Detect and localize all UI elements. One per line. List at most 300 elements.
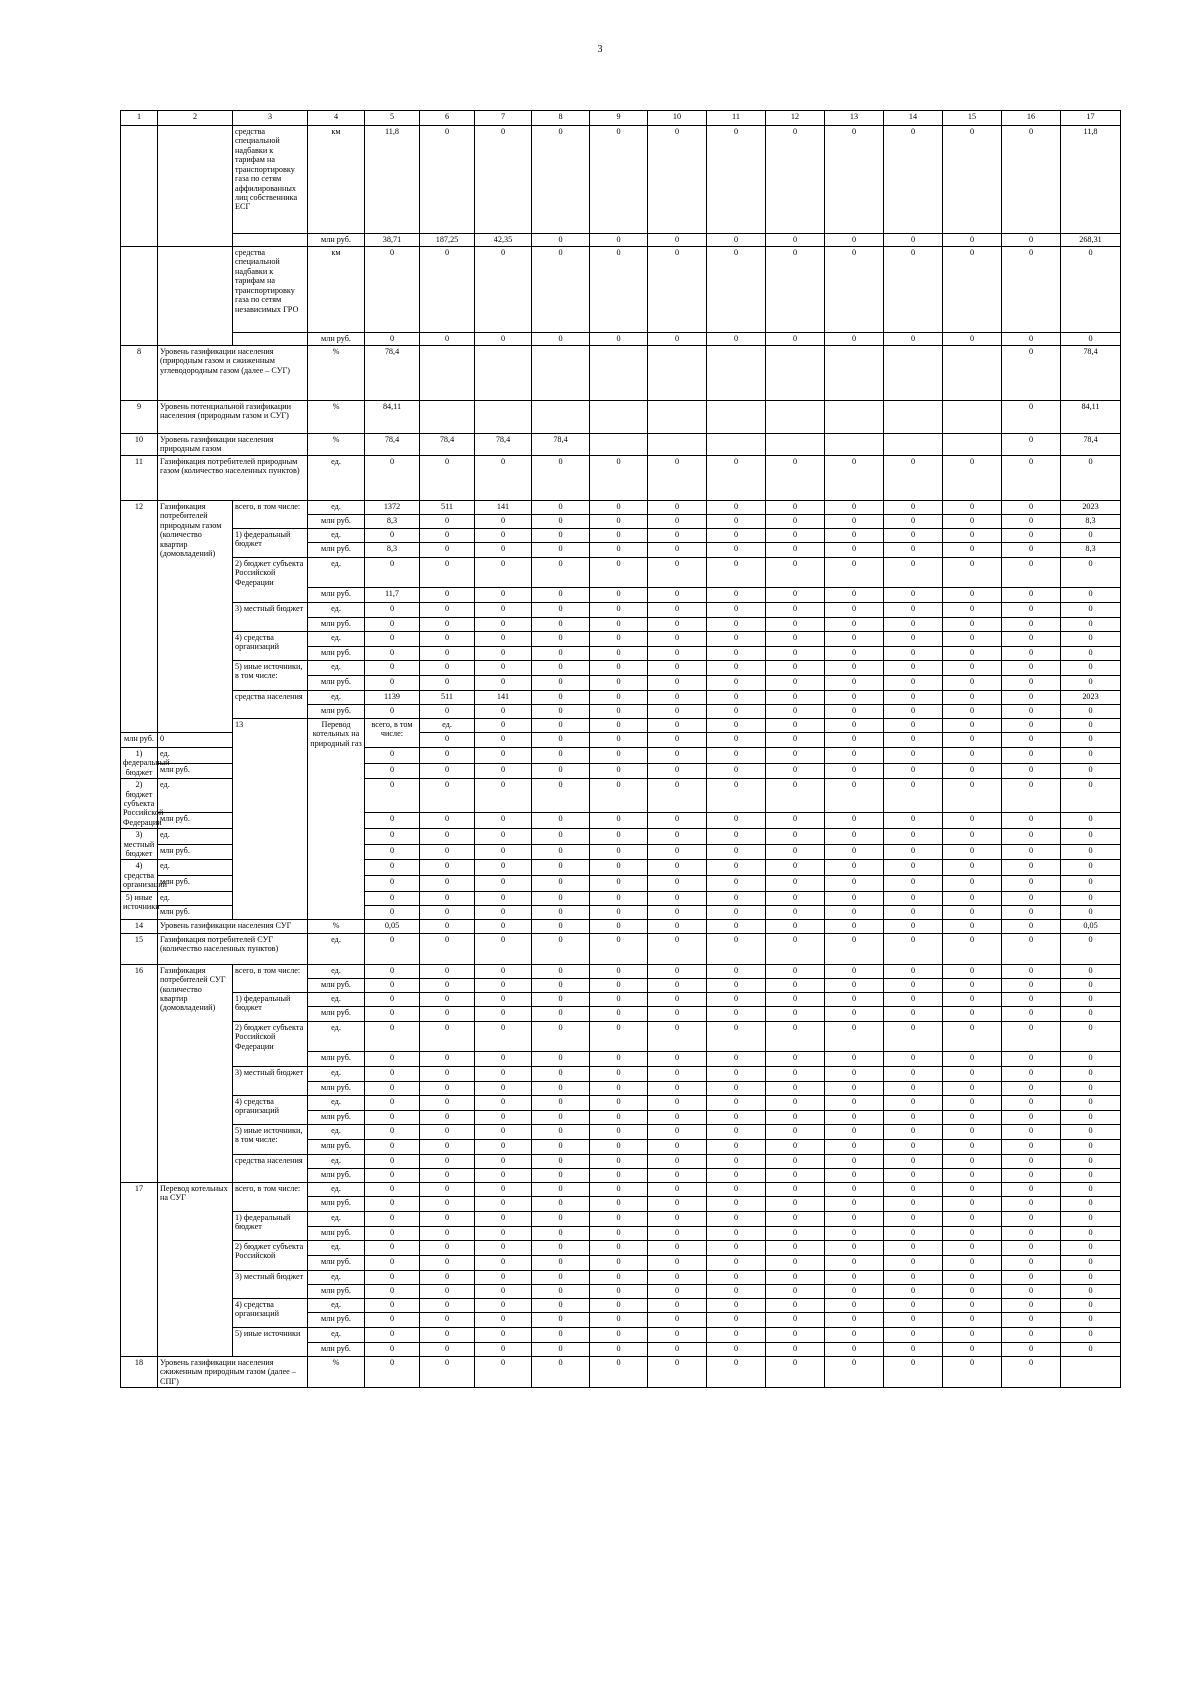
year-value-cell bbox=[648, 434, 707, 456]
year-value-cell: 0 bbox=[943, 557, 1002, 587]
year-value-cell: 0 bbox=[532, 587, 590, 602]
year-value-cell: 0 bbox=[590, 919, 648, 933]
year-value-cell: 78,4 bbox=[532, 434, 590, 456]
year-value-cell: 0 bbox=[420, 812, 475, 829]
year-value-cell: 0 bbox=[648, 455, 707, 500]
year-value-cell: 0 bbox=[648, 829, 707, 845]
year-value-cell bbox=[825, 401, 884, 434]
row-number-cell: 3) местный бюджет bbox=[121, 829, 158, 860]
year-value-cell: 0 bbox=[825, 602, 884, 617]
unit-cell: % bbox=[308, 919, 365, 933]
year-value-cell: 0 bbox=[825, 1196, 884, 1211]
year-value-cell: 0 bbox=[648, 542, 707, 557]
year-value-cell: 0 bbox=[1002, 234, 1061, 247]
year-value-cell: 0 bbox=[648, 747, 707, 763]
year-value-cell: 0 bbox=[648, 1168, 707, 1182]
year-value-cell: 0 bbox=[943, 704, 1002, 718]
year-value-cell: 0 bbox=[766, 704, 825, 718]
year-value-cell: 0 bbox=[943, 1327, 1002, 1342]
year-value-cell: 0 bbox=[532, 690, 590, 704]
year-value-cell: 0 bbox=[475, 617, 532, 631]
year-value-cell: 0 bbox=[475, 660, 532, 675]
indicator-name-cell: 2) бюджет субъекта Российской bbox=[233, 1240, 308, 1270]
indicator-name-cell bbox=[233, 333, 308, 346]
year-value-cell: 0 bbox=[943, 660, 1002, 675]
unit-cell: ед. bbox=[308, 1211, 365, 1226]
year-value-cell: 141 bbox=[475, 500, 532, 514]
year-value-cell: 0 bbox=[475, 1168, 532, 1182]
year-value-cell: 0 bbox=[707, 602, 766, 617]
year-value-cell: 0 bbox=[532, 1124, 590, 1139]
indicator-name-cell: Газификация потребителей СУГ (количество квартир (домовладений) bbox=[158, 964, 233, 1182]
indicator-name-cell: 3) местный бюджет bbox=[233, 602, 308, 631]
year-value-cell: 0 bbox=[766, 764, 825, 779]
year-value-cell: 0 bbox=[648, 732, 707, 747]
year-value-cell: 0 bbox=[825, 557, 884, 587]
year-value-cell: 0 bbox=[884, 1356, 943, 1387]
year-value-cell: 0 bbox=[707, 1081, 766, 1095]
unit-cell: ед. bbox=[308, 1327, 365, 1342]
year-value-cell: 0 bbox=[707, 690, 766, 704]
year-value-cell: 78,4 bbox=[365, 434, 420, 456]
year-value-cell: 0 bbox=[648, 812, 707, 829]
unit-cell: млн руб. bbox=[308, 514, 365, 528]
year-value-cell: 0 bbox=[825, 1284, 884, 1298]
year-value-cell: 0 bbox=[707, 1182, 766, 1196]
year-value-cell: 0 bbox=[475, 845, 532, 860]
year-value-cell: 1372 bbox=[365, 500, 420, 514]
table-row bbox=[121, 346, 1121, 401]
year-value-cell: 0 bbox=[884, 1006, 943, 1021]
year-value-cell: 0 bbox=[648, 234, 707, 247]
year-value-cell: 0 bbox=[1002, 992, 1061, 1006]
column-number-header: 11 bbox=[707, 111, 766, 126]
year-value-cell: 0 bbox=[420, 557, 475, 587]
year-value-cell: 0 bbox=[532, 964, 590, 978]
year-value-cell: 0 bbox=[532, 514, 590, 528]
total-value-cell: 0 bbox=[1061, 732, 1121, 747]
year-value-cell: 0 bbox=[1002, 126, 1061, 234]
year-value-cell: 0 bbox=[884, 1182, 943, 1196]
year-value-cell: 0 bbox=[825, 247, 884, 333]
year-value-cell: 0 bbox=[943, 860, 1002, 876]
year-value-cell: 0 bbox=[590, 992, 648, 1006]
unit-cell: млн руб. bbox=[308, 1342, 365, 1356]
year-value-cell: 0 bbox=[825, 1066, 884, 1081]
year-value-cell: 0 bbox=[766, 542, 825, 557]
year-value-cell: 0 bbox=[943, 1095, 1002, 1110]
table-row bbox=[121, 1327, 1121, 1342]
year-value-cell: 0 bbox=[884, 646, 943, 660]
year-value-cell: 0 bbox=[420, 542, 475, 557]
year-value-cell: 0 bbox=[648, 1327, 707, 1342]
row-number-cell: 14 bbox=[121, 919, 158, 933]
year-value-cell: 0 bbox=[766, 1006, 825, 1021]
year-value-cell bbox=[943, 346, 1002, 401]
year-value-cell: 0 bbox=[707, 829, 766, 845]
year-value-cell: 0 bbox=[532, 1298, 590, 1312]
year-value-cell: 0 bbox=[365, 845, 420, 860]
year-value-cell: 0 bbox=[1002, 1284, 1061, 1298]
year-value-cell: 0 bbox=[943, 528, 1002, 542]
year-value-cell: 0 bbox=[1002, 1270, 1061, 1284]
year-value-cell: 0 bbox=[475, 602, 532, 617]
year-value-cell: 0 bbox=[825, 1327, 884, 1342]
year-value-cell: 0 bbox=[365, 1342, 420, 1356]
year-value-cell: 0 bbox=[532, 675, 590, 690]
year-value-cell: 0 bbox=[943, 1006, 1002, 1021]
year-value-cell: 0 bbox=[365, 704, 420, 718]
year-value-cell: 0 bbox=[532, 992, 590, 1006]
column-number-header: 5 bbox=[365, 111, 420, 126]
unit-cell: ед. bbox=[308, 1021, 365, 1051]
year-value-cell: 0 bbox=[648, 528, 707, 542]
year-value-cell: 0 bbox=[475, 1342, 532, 1356]
year-value-cell: 0 bbox=[943, 587, 1002, 602]
unit-cell: % bbox=[308, 1356, 365, 1387]
year-value-cell: 0 bbox=[475, 514, 532, 528]
year-value-cell: 0 bbox=[1002, 732, 1061, 747]
year-value-cell: 0 bbox=[420, 660, 475, 675]
year-value-cell: 0 bbox=[365, 1124, 420, 1139]
year-value-cell: 0 bbox=[943, 1226, 1002, 1240]
year-value-cell: 0 bbox=[590, 514, 648, 528]
year-value-cell: 0 bbox=[825, 126, 884, 234]
year-value-cell: 0 bbox=[766, 933, 825, 964]
year-value-cell: 0 bbox=[707, 1021, 766, 1051]
year-value-cell: 0 bbox=[884, 587, 943, 602]
unit-cell: млн руб. bbox=[308, 1081, 365, 1095]
year-value-cell: 0 bbox=[648, 646, 707, 660]
year-value-cell: 0 bbox=[707, 675, 766, 690]
year-value-cell: 0 bbox=[590, 1139, 648, 1154]
total-value-cell: 0 bbox=[1061, 1006, 1121, 1021]
year-value-cell: 0 bbox=[884, 1168, 943, 1182]
year-value-cell: 0 bbox=[532, 542, 590, 557]
year-value-cell: 0 bbox=[707, 1342, 766, 1356]
table-row bbox=[121, 434, 1121, 456]
year-value-cell: 0 bbox=[884, 933, 943, 964]
column-number-header: 7 bbox=[475, 111, 532, 126]
year-value-cell: 0 bbox=[707, 812, 766, 829]
year-value-cell: 0 bbox=[766, 557, 825, 587]
total-value-cell: 0 bbox=[1061, 333, 1121, 346]
total-value-cell: 0 bbox=[1061, 1284, 1121, 1298]
total-value-cell: 2023 bbox=[1061, 690, 1121, 704]
year-value-cell: 0 bbox=[532, 1327, 590, 1342]
year-value-cell: 0 bbox=[532, 764, 590, 779]
year-value-cell: 0 bbox=[766, 905, 825, 919]
year-value-cell: 0 bbox=[884, 1211, 943, 1226]
year-value-cell: 0 bbox=[884, 1255, 943, 1270]
year-value-cell: 0 bbox=[1002, 631, 1061, 646]
year-value-cell: 0 bbox=[884, 617, 943, 631]
year-value-cell: 0 bbox=[766, 247, 825, 333]
unit-cell: Перевод котельных на природный газ bbox=[308, 718, 365, 919]
year-value-cell: 0 bbox=[825, 333, 884, 346]
indicator-name-cell: 1) федеральный бюджет bbox=[233, 528, 308, 557]
year-value-cell: 0 bbox=[825, 732, 884, 747]
year-value-cell: 0 bbox=[707, 1211, 766, 1226]
year-value-cell: 0 bbox=[1002, 891, 1061, 905]
year-value-cell: 1139 bbox=[365, 690, 420, 704]
year-value-cell: 0 bbox=[707, 718, 766, 732]
indicator-name-cell: ед. bbox=[158, 829, 233, 845]
year-value-cell: 0 bbox=[475, 1211, 532, 1226]
table-row bbox=[121, 660, 1121, 675]
year-value-cell: 0 bbox=[1002, 434, 1061, 456]
year-value-cell: 0 bbox=[884, 1154, 943, 1168]
year-value-cell: 0 bbox=[648, 876, 707, 892]
year-value-cell: 0 bbox=[420, 964, 475, 978]
year-value-cell: 0 bbox=[420, 1196, 475, 1211]
year-value-cell: 0 bbox=[1002, 1327, 1061, 1342]
year-value-cell: 0 bbox=[825, 617, 884, 631]
year-value-cell: 0 bbox=[590, 234, 648, 247]
unit-cell: % bbox=[308, 401, 365, 434]
year-value-cell: 0 bbox=[420, 1095, 475, 1110]
year-value-cell: 0 bbox=[1002, 812, 1061, 829]
total-value-cell: 0 bbox=[1061, 779, 1121, 812]
year-value-cell: 0 bbox=[825, 675, 884, 690]
year-value-cell: 0 bbox=[943, 455, 1002, 500]
total-value-cell: 0 bbox=[1061, 978, 1121, 992]
year-value-cell: 0 bbox=[475, 812, 532, 829]
year-value-cell: 0 bbox=[532, 1139, 590, 1154]
year-value-cell: 0 bbox=[648, 1312, 707, 1327]
column-number-header: 10 bbox=[648, 111, 707, 126]
total-value-cell: 268,31 bbox=[1061, 234, 1121, 247]
total-value-cell: 0 bbox=[1061, 1095, 1121, 1110]
year-value-cell: 0 bbox=[707, 126, 766, 234]
unit-cell: ед. bbox=[308, 964, 365, 978]
year-value-cell bbox=[825, 346, 884, 401]
year-value-cell: 0 bbox=[365, 1270, 420, 1284]
year-value-cell: 0 bbox=[420, 1139, 475, 1154]
year-value-cell: 0 bbox=[766, 1154, 825, 1168]
year-value-cell: 0 bbox=[766, 1226, 825, 1240]
year-value-cell: 0 bbox=[532, 718, 590, 732]
unit-cell: км bbox=[308, 126, 365, 234]
year-value-cell: 0 bbox=[590, 1342, 648, 1356]
year-value-cell: 0 bbox=[532, 978, 590, 992]
year-value-cell: 0 bbox=[825, 646, 884, 660]
year-value-cell: 0 bbox=[943, 1270, 1002, 1284]
year-value-cell: 0 bbox=[648, 1226, 707, 1240]
year-value-cell: 0 bbox=[590, 829, 648, 845]
year-value-cell: 0 bbox=[825, 829, 884, 845]
year-value-cell: 0 bbox=[648, 779, 707, 812]
year-value-cell: 78,4 bbox=[365, 346, 420, 401]
year-value-cell: 0 bbox=[707, 1356, 766, 1387]
year-value-cell: 0 bbox=[943, 964, 1002, 978]
year-value-cell: 0 bbox=[825, 1270, 884, 1284]
unit-cell: ед. bbox=[308, 660, 365, 675]
year-value-cell: 0 bbox=[825, 1154, 884, 1168]
year-value-cell: 0 bbox=[825, 1139, 884, 1154]
year-value-cell: 0 bbox=[475, 1226, 532, 1240]
row-number-cell: млн руб. bbox=[121, 732, 158, 747]
indicator-name-cell: всего, в том числе: bbox=[233, 500, 308, 528]
unit-cell: млн руб. bbox=[308, 1168, 365, 1182]
year-value-cell: 0 bbox=[475, 964, 532, 978]
year-value-cell: 0 bbox=[532, 732, 590, 747]
year-value-cell: 0 bbox=[825, 234, 884, 247]
year-value-cell: 0 bbox=[532, 1240, 590, 1255]
unit-cell: ед. bbox=[308, 933, 365, 964]
year-value-cell: 0 bbox=[943, 1081, 1002, 1095]
year-value-cell: 0 bbox=[1002, 455, 1061, 500]
year-value-cell: 0 bbox=[532, 1342, 590, 1356]
indicator-name-cell: Уровень газификации населения сжиженным природным газом (далее – СПГ) bbox=[158, 1356, 308, 1387]
year-value-cell: 0 bbox=[884, 660, 943, 675]
total-value-cell: 0 bbox=[1061, 1182, 1121, 1196]
year-value-cell: 0 bbox=[1002, 860, 1061, 876]
year-value-cell bbox=[420, 401, 475, 434]
year-value-cell: 0 bbox=[1002, 747, 1061, 763]
year-value-cell: 0 bbox=[1002, 587, 1061, 602]
year-value-cell: 0 bbox=[648, 675, 707, 690]
year-value-cell: 0 bbox=[1002, 1312, 1061, 1327]
total-value-cell: 0 bbox=[1061, 631, 1121, 646]
year-value-cell: 0 bbox=[648, 514, 707, 528]
table-row bbox=[121, 933, 1121, 964]
indicator-name-cell: средства специальной надбавки к тарифам на транспортировку газа по сетям независимых ГРО bbox=[233, 247, 308, 333]
year-value-cell: 0 bbox=[825, 919, 884, 933]
year-value-cell: 0 bbox=[943, 247, 1002, 333]
year-value-cell: 0 bbox=[825, 500, 884, 514]
year-value-cell: 0 bbox=[1002, 690, 1061, 704]
year-value-cell: 0 bbox=[590, 1240, 648, 1255]
year-value-cell: 0 bbox=[590, 1051, 648, 1066]
indicator-name-cell: средства специальной надбавки к тарифам на транспортировку газа по сетям аффилированных лиц собственника ЕСГ bbox=[233, 126, 308, 234]
year-value-cell: 0 bbox=[590, 1196, 648, 1211]
row-number-cell bbox=[121, 247, 158, 346]
year-value-cell: 0 bbox=[590, 812, 648, 829]
year-value-cell: 0 bbox=[532, 919, 590, 933]
year-value-cell: 0 bbox=[590, 1255, 648, 1270]
year-value-cell: 0 bbox=[475, 1110, 532, 1124]
column-number-header: 6 bbox=[420, 111, 475, 126]
year-value-cell: 0 bbox=[766, 1356, 825, 1387]
year-value-cell: 0 bbox=[943, 845, 1002, 860]
year-value-cell: 0 bbox=[707, 1110, 766, 1124]
year-value-cell: 0 bbox=[475, 1298, 532, 1312]
year-value-cell: 0 bbox=[648, 660, 707, 675]
year-value-cell: 0 bbox=[648, 1154, 707, 1168]
year-value-cell: 0 bbox=[590, 1095, 648, 1110]
year-value-cell: 0 bbox=[475, 1006, 532, 1021]
table-row bbox=[121, 1211, 1121, 1226]
year-value-cell: 0 bbox=[475, 1196, 532, 1211]
unit-cell: млн руб. bbox=[308, 542, 365, 557]
year-value-cell: 0 bbox=[1002, 905, 1061, 919]
year-value-cell: 0 bbox=[1002, 1139, 1061, 1154]
year-value-cell: 0 bbox=[884, 631, 943, 646]
year-value-cell: 0 bbox=[365, 1081, 420, 1095]
year-value-cell: 0 bbox=[766, 1240, 825, 1255]
year-value-cell: 0 bbox=[943, 747, 1002, 763]
year-value-cell: 0 bbox=[707, 631, 766, 646]
year-value-cell: 0 bbox=[590, 905, 648, 919]
year-value-cell: 0 bbox=[766, 891, 825, 905]
year-value-cell: 0 bbox=[1002, 1006, 1061, 1021]
year-value-cell: 0 bbox=[420, 602, 475, 617]
unit-cell: ед. bbox=[308, 500, 365, 514]
indicator-name-cell: Газификация потребителей природным газом (количество квартир (домовладений) bbox=[158, 500, 233, 732]
indicator-name-cell: Газификация потребителей СУГ (количество населенных пунктов) bbox=[158, 933, 308, 964]
year-value-cell: 0 bbox=[943, 829, 1002, 845]
year-value-cell: 0 bbox=[532, 1066, 590, 1081]
year-value-cell: 0 bbox=[884, 829, 943, 845]
year-value-cell: 0 bbox=[590, 779, 648, 812]
year-value-cell: 0 bbox=[532, 1110, 590, 1124]
unit-cell: ед. bbox=[308, 1182, 365, 1196]
year-value-cell: 0 bbox=[1002, 602, 1061, 617]
year-value-cell: 0 bbox=[532, 747, 590, 763]
year-value-cell: 0 bbox=[590, 876, 648, 892]
unit-cell: ед. bbox=[308, 1270, 365, 1284]
total-value-cell: 0 bbox=[1061, 660, 1121, 675]
year-value-cell: 0 bbox=[648, 333, 707, 346]
year-value-cell: 0 bbox=[648, 1124, 707, 1139]
year-value-cell: 0 bbox=[475, 1327, 532, 1342]
total-value-cell: 0 bbox=[1061, 860, 1121, 876]
year-value-cell bbox=[475, 401, 532, 434]
year-value-cell: 0 bbox=[1002, 1095, 1061, 1110]
indicator-name-cell: Уровень газификации населения (природным газом и сжиженным углеводородным газом (далее – СУГ) bbox=[158, 346, 308, 401]
year-value-cell: 0 bbox=[532, 247, 590, 333]
year-value-cell: 0 bbox=[884, 812, 943, 829]
year-value-cell: 0 bbox=[884, 1312, 943, 1327]
unit-cell: млн руб. bbox=[308, 704, 365, 718]
unit-cell: ед. bbox=[308, 528, 365, 542]
year-value-cell: 0 bbox=[884, 978, 943, 992]
year-value-cell: 0 bbox=[420, 876, 475, 892]
year-value-cell: 0 bbox=[825, 587, 884, 602]
year-value-cell: 511 bbox=[420, 500, 475, 514]
year-value-cell: 0 bbox=[766, 1298, 825, 1312]
column-number-header: 1 bbox=[121, 111, 158, 126]
year-value-cell: 0 bbox=[707, 919, 766, 933]
year-value-cell: 0 bbox=[943, 1182, 1002, 1196]
unit-cell: млн руб. bbox=[308, 1312, 365, 1327]
year-value-cell: 0 bbox=[475, 1081, 532, 1095]
year-value-cell: 0 bbox=[365, 333, 420, 346]
year-value-cell: 0 bbox=[707, 933, 766, 964]
year-value-cell: 0 bbox=[420, 587, 475, 602]
table-row bbox=[121, 1066, 1121, 1081]
year-value-cell: 0 bbox=[766, 1270, 825, 1284]
year-value-cell: 0 bbox=[648, 964, 707, 978]
year-value-cell: 0 bbox=[532, 1081, 590, 1095]
year-value-cell: 0 bbox=[648, 764, 707, 779]
row-number-cell bbox=[121, 126, 158, 247]
total-value-cell: 0 bbox=[1061, 1168, 1121, 1182]
year-value-cell: 0 bbox=[884, 1226, 943, 1240]
year-value-cell: 0 bbox=[766, 1342, 825, 1356]
year-value-cell: 0 bbox=[590, 845, 648, 860]
year-value-cell: 0 bbox=[365, 978, 420, 992]
year-value-cell: 0 bbox=[766, 514, 825, 528]
year-value-cell: 0 bbox=[943, 933, 1002, 964]
year-value-cell: 0 bbox=[648, 602, 707, 617]
year-value-cell: 0 bbox=[1002, 660, 1061, 675]
year-value-cell: 0 bbox=[884, 747, 943, 763]
year-value-cell: 0 bbox=[475, 1312, 532, 1327]
table-row bbox=[121, 247, 1121, 333]
year-value-cell: 0 bbox=[532, 126, 590, 234]
